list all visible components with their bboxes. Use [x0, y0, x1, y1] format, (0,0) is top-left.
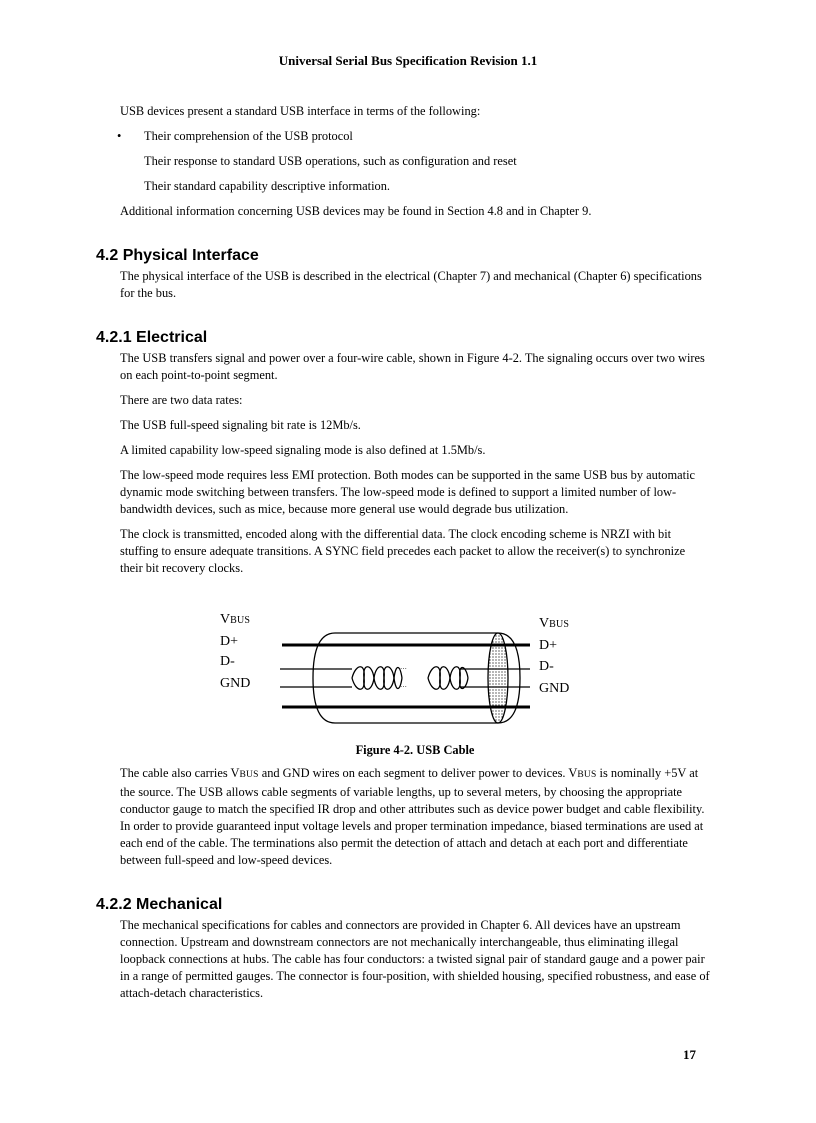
figure-caption: Figure 4-2. USB Cable: [355, 743, 475, 757]
electrical-p2: There are two data rates:: [120, 393, 243, 407]
label-dplus-left: D+: [220, 634, 239, 649]
bullet-icon: •: [117, 129, 122, 143]
page-header: Universal Serial Bus Specification Revision 1.1: [278, 53, 538, 68]
list-item-text: Their standard capability descriptive information.: [144, 179, 391, 193]
section-heading-4-2: 4.2 Physical Interface: [96, 247, 259, 264]
mechanical-text: The mechanical specifications for cables and connectors are provided in Chapter 6. All devices have an upstream connection. Upstream and downstream connectors are not mechanically interchangeable, thus eliminating illegal loopback connections at hubs. The cable has four conductors: a twisted signal pair of standard gauge and a power pair in a range of permitted gauges. The connector is four-position, with shielded housing, specified robustness, and ease of attach-detach characteristics.: [120, 918, 710, 1000]
twist-ellipsis-bottom: ···: [400, 683, 407, 691]
electrical-p4: The clock is transmitted, encoded along with the differential data. The clock encoding scheme is NRZI with bit stuffing to ensure adequate transitions. A SYNC field precedes each packet to allow the receiver(s) to synchronize their bit recovery clocks.: [120, 527, 686, 575]
usb-cable-diagram: [120, 605, 710, 735]
electrical-p5: The cable also carries VBUS and GND wires on each segment to deliver power to devices. VBUS is nominally +5V at the source. The USB allows cable segments of variable lengths, up to several meters, by choosing the appropriate conductor gauge to match the specified IR drop and other attributes such as device power budget and cable flexibility. In order to provide guaranteed input voltage levels and proper termination impedance, biased terminations are used at each end of the cable. The terminations also permit the detection of attach and detach at each port and differentiate between full-speed and low-speed devices.: [120, 766, 705, 867]
label-vbus-left: VBUS: [220, 612, 251, 627]
section-heading-4-2-1: 4.2.1 Electrical: [96, 329, 208, 346]
label-dplus-right: D+: [539, 638, 558, 653]
intro-lead: USB devices present a standard USB interface in terms of the following:: [120, 104, 481, 118]
label-dminus-left: D-: [220, 654, 235, 669]
section-4-2-text: The physical interface of the USB is described in the electrical (Chapter 7) and mechanical (Chapter 6) specifications for the bus.: [120, 269, 702, 300]
twist-ellipsis-top: ···: [400, 665, 407, 673]
list-item: [144, 178, 710, 195]
electrical-p1: The USB transfers signal and power over a four-wire cable, shown in Figure 4-2. The signaling occurs over two wires on each point-to-point segment.: [120, 351, 705, 382]
electrical-p3: The low-speed mode requires less EMI protection. Both modes can be supported in the same USB bus by automatic dynamic mode switching between transfers. The low-speed mode is defined to support a limited number of low-bandwidth devices, such as mice, because more general use would degrade bus utilization.: [120, 468, 696, 516]
label-gnd-left: GND: [220, 676, 251, 691]
page-number: 17: [683, 1047, 696, 1062]
list-item: [117, 128, 710, 145]
page-body: [96, 103, 710, 1010]
list-item-text: Their comprehension of the USB protocol: [144, 129, 353, 143]
data-rate-low-speed: A limited capability low-speed signaling mode is also defined at 1.5Mb/s.: [120, 443, 486, 457]
label-vbus-right: VBUS: [539, 616, 570, 631]
list-item-text: Their response to standard USB operations, such as configuration and reset: [144, 154, 517, 168]
usb-cable-figure: [120, 605, 710, 765]
intro-additional: Additional information concerning USB devices may be found in Section 4.8 and in Chapter 9.: [120, 204, 592, 218]
data-rate-full-speed: The USB full-speed signaling bit rate is 12Mb/s.: [120, 418, 361, 432]
label-dminus-right: D-: [539, 659, 554, 674]
label-gnd-right: GND: [539, 681, 570, 696]
section-heading-4-2-2: 4.2.2 Mechanical: [96, 896, 223, 913]
list-item: [144, 153, 710, 170]
